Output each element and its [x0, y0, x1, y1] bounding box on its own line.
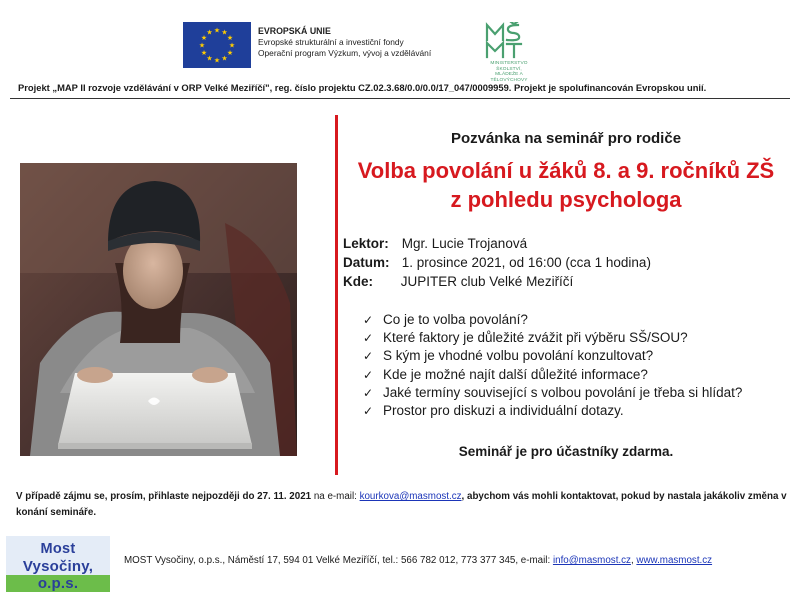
topic-text: S kým je vhodné volbu povolání konzultovat? — [383, 348, 654, 364]
eu-star-icon: ★ — [226, 34, 234, 42]
logo-line1: Most — [40, 541, 76, 557]
checkmark-icon: ✓ — [363, 349, 374, 364]
list-item — [363, 384, 742, 402]
lecturer-value: Mgr. Lucie Trojanová — [401, 236, 528, 251]
deadline-text: přihlaste nejpozději do 27. 11. 2021 — [148, 491, 312, 502]
msmt-text-line1: MINISTERSTVO ŠKOLSTVÍ, — [490, 61, 528, 72]
msmt-monogram-icon — [484, 22, 524, 60]
lecturer-row — [343, 234, 651, 253]
free-admission-note: Seminář je pro účastníky zdarma. — [458, 444, 674, 459]
place-row — [343, 272, 651, 291]
eu-title: EVROPSKÁ UNIE — [258, 26, 331, 36]
eu-star-icon: ★ — [221, 28, 228, 37]
note-intro: V případě zájmu se, prosím, — [16, 491, 149, 502]
date-label: Datum: — [343, 255, 390, 270]
footer-address: MOST Vysočiny, o.p.s., Náměstí 17, 594 01 Velké Meziříčí, tel.: 566 782 012, 773 377 345, e-mail: — [124, 555, 553, 566]
list-item — [363, 366, 742, 384]
footer-contact — [124, 555, 712, 566]
footer-web-link[interactable]: www.masmost.cz — [636, 555, 713, 566]
checkmark-icon: ✓ — [363, 367, 374, 382]
note-outro: , abychom vás mohli kontaktovat, pokud by nastala jakákoliv změna v konání semináře. — [16, 491, 787, 518]
seminar-title-line2: z pohledu psychologa — [450, 187, 682, 212]
eu-star-icon: ★ — [213, 26, 221, 35]
eu-star-icon: ★ — [198, 41, 206, 50]
topic-text: Co je to volba povolání? — [383, 312, 528, 327]
checkmark-icon: ✓ — [363, 313, 374, 327]
most-vysociny-logo — [6, 536, 110, 592]
checkmark-icon: ✓ — [363, 331, 374, 346]
eu-stars-icon — [183, 22, 251, 68]
eu-star-icon: ★ — [221, 54, 228, 63]
footer-separator: , — [630, 555, 637, 566]
topic-text: Prostor pro diskuzi a individuální dotazy. — [383, 403, 624, 419]
eu-star-icon: ★ — [213, 56, 221, 65]
student-laptop-photo — [20, 163, 297, 456]
eu-star-icon: ★ — [200, 34, 208, 42]
msmt-logo-text — [478, 61, 540, 83]
project-line: Projekt „MAP II rozvoje vzdělávání v ORP Velké Meziříčí", reg. číslo projektu CZ.02.3.68/0.0/0.0/17_047/0009959. Projekt je spolufinancován Evropskou unií. — [18, 82, 707, 93]
checkmark-icon: ✓ — [363, 385, 374, 400]
list-item — [363, 329, 742, 347]
eu-star-icon: ★ — [206, 28, 213, 37]
lecturer-label: Lektor: — [343, 236, 389, 251]
topic-text: Kde je možné najít další důležité informace? — [383, 366, 648, 382]
msmt-text-line2: MLÁDEŽE A TĚLOVÝCHOVY — [490, 72, 528, 83]
list-item — [363, 311, 742, 329]
checkmark-icon: ✓ — [363, 404, 374, 419]
topic-text: Jaké termíny související s volbou povolání je třeba si hlídat? — [383, 384, 743, 400]
eu-star-icon: ★ — [228, 41, 236, 50]
invitation-heading: Pozvánka na seminář pro rodiče — [450, 130, 682, 147]
eu-logo-text — [258, 26, 431, 59]
list-item — [363, 402, 742, 420]
accent-divider — [335, 115, 338, 475]
list-item — [363, 347, 742, 365]
place-value: JUPITER club Velké Meziříčí — [400, 274, 574, 289]
seminar-details — [343, 234, 651, 291]
eu-funds-line: Evropské strukturální a investiční fondy — [258, 37, 404, 47]
eu-star-icon: ★ — [206, 54, 213, 63]
topic-text: Které faktory je důležité zvážit při výběru SŠ/SOU? — [383, 330, 688, 346]
msmt-logo — [478, 22, 538, 83]
note-email-prefix: na e-mail: — [311, 491, 360, 502]
place-label: Kde: — [343, 274, 373, 289]
date-value: 1. prosince 2021, od 16:00 (cca 1 hodina) — [401, 255, 651, 270]
registration-email-link[interactable]: kourkova@masmost.cz — [359, 491, 462, 502]
footer-email-link[interactable]: info@masmost.cz — [552, 555, 631, 566]
eu-star-icon: ★ — [226, 49, 234, 57]
date-row — [343, 253, 651, 272]
eu-programme-line: Operační program Výzkum, vývoj a vzdělávání — [258, 48, 432, 58]
seminar-title-line1: Volba povolání u žáků 8. a 9. ročníků ZŠ — [357, 158, 775, 183]
eu-flag-logo — [183, 22, 251, 68]
header-divider — [10, 98, 790, 99]
seminar-title — [346, 156, 786, 214]
logo-line2: Vysočiny, o.p.s. — [22, 558, 94, 592]
registration-note — [16, 489, 796, 521]
eu-star-icon: ★ — [200, 49, 208, 57]
topics-list — [363, 311, 742, 420]
